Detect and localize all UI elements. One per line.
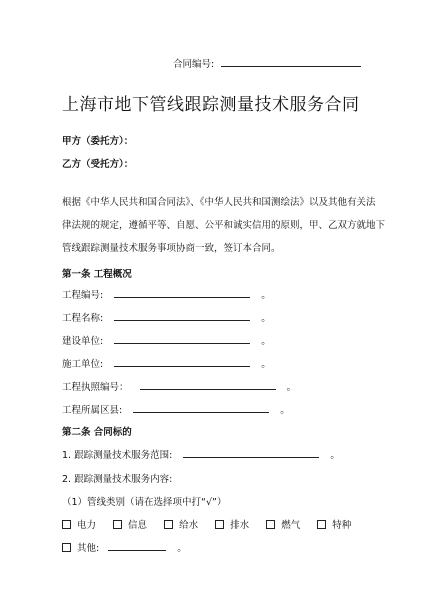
field-label: 建设单位: — [62, 336, 104, 347]
checkbox-icon[interactable] — [215, 520, 224, 529]
service-scope-row — [62, 447, 340, 461]
option-label: 其他: — [77, 543, 100, 554]
option-electric[interactable] — [62, 517, 96, 531]
other-input[interactable] — [108, 540, 166, 551]
option-telecom[interactable] — [113, 517, 147, 531]
field-label: 工程执照编号： — [62, 382, 129, 393]
project-number-input[interactable] — [114, 287, 250, 298]
district-input[interactable] — [133, 402, 269, 413]
project-name-input[interactable] — [114, 310, 250, 321]
developer-input[interactable] — [114, 333, 250, 344]
contract-number-label: 合同编号: — [173, 59, 215, 70]
section-2-heading: 第二条 合同标的 — [62, 427, 132, 438]
field-end: 。 — [330, 450, 340, 461]
field-label: 工程编号: — [62, 290, 104, 301]
field-district — [62, 402, 290, 416]
field-developer — [62, 333, 271, 347]
field-project-number — [62, 287, 271, 301]
party-b-label: 乙方（受托方）： — [62, 159, 134, 170]
checkbox-icon[interactable] — [62, 520, 71, 529]
field-end: 。 — [261, 290, 271, 301]
section-1-heading: 第一条 工程概况 — [62, 269, 132, 280]
party-a-label: 甲方（委托方）： — [62, 136, 134, 147]
option-water-supply[interactable] — [164, 517, 198, 531]
document-title: 上海市地下管线跟踪测量技术服务合同 — [62, 95, 360, 115]
contractor-input[interactable] — [114, 356, 250, 367]
checkbox-icon[interactable] — [266, 520, 275, 529]
checkbox-icon[interactable] — [164, 520, 173, 529]
field-end: 。 — [177, 543, 187, 554]
pipeline-category-label: （1）管线类别（请在选择项中打“√”） — [62, 497, 227, 508]
option-gas[interactable] — [266, 517, 300, 531]
field-end: 。 — [261, 336, 271, 347]
option-label: 燃气 — [281, 520, 301, 531]
intro-line-3: 管线跟踪测量技术服务事项协商一致，签订本合同。 — [62, 243, 281, 254]
option-label: 给水 — [179, 520, 199, 531]
field-end: 。 — [261, 313, 271, 324]
intro-line-1: 根据《中华人民共和国合同法》、《中华人民共和国测绘法》以及其他有关法 — [62, 197, 376, 208]
field-end: 。 — [261, 359, 271, 370]
field-project-name — [62, 310, 271, 324]
field-contractor — [62, 356, 271, 370]
pipeline-category-options — [62, 517, 365, 531]
service-scope-input[interactable] — [183, 447, 319, 458]
contract-number-field[interactable] — [221, 56, 361, 67]
license-number-input[interactable] — [140, 379, 276, 390]
option-drainage[interactable] — [215, 517, 249, 531]
option-other-row — [62, 540, 187, 554]
field-label: 工程名称: — [62, 313, 104, 324]
field-label: 施工单位: — [62, 359, 104, 370]
checkbox-icon[interactable] — [113, 520, 122, 529]
option-label: 特种 — [332, 520, 352, 531]
option-label: 电力 — [77, 520, 97, 531]
option-special[interactable] — [317, 517, 351, 531]
field-label: 1. 跟踪测量技术服务范围: — [62, 450, 173, 461]
checkbox-icon[interactable] — [317, 520, 326, 529]
field-end: 。 — [286, 382, 297, 393]
checkbox-icon[interactable] — [62, 543, 71, 552]
service-content-label: 2. 跟踪测量技术服务内容: — [62, 474, 173, 485]
option-label: 信息 — [128, 520, 148, 531]
field-license-number — [62, 379, 296, 393]
field-label: 工程所属区县: — [62, 405, 123, 416]
contract-number-row — [173, 56, 361, 70]
option-label: 排水 — [230, 520, 250, 531]
field-end: 。 — [280, 405, 290, 416]
intro-line-2: 律法规的规定，遵循平等、自愿、公平和诚实信用的原则，甲、乙双方就地下 — [62, 220, 386, 231]
